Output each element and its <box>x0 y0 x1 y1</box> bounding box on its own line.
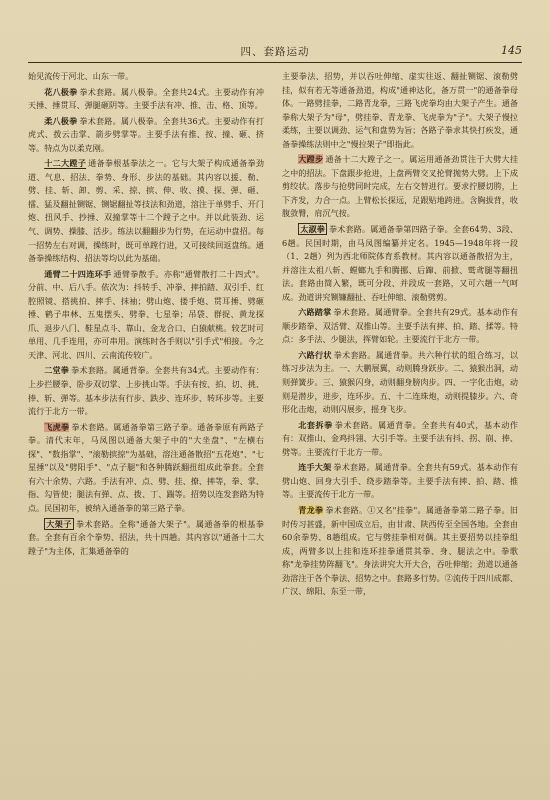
continued-text <box>282 70 518 151</box>
dictionary-entry <box>282 223 518 304</box>
page-number: 145 <box>501 44 522 57</box>
dictionary-entry <box>282 461 518 502</box>
text-columns <box>28 70 518 785</box>
entry-term: 大架子 <box>46 518 72 529</box>
entry-text: 拳术套路。属通背拳。共六种行状的组合练习，以练习步法为主。一、大鹏展翼，动则腾身跃步。二、猿猴出洞，动则弹簧步。三、猿猴闪身，动则翻身膀肉步。四、一字化击炮，动则是潜步，进步，连环步。五、十二连珠炮，动则提膝步。六、奇形化击炮，动则闪展步，摇身飞步。 <box>282 349 518 415</box>
dictionary-entry <box>28 157 264 265</box>
entry-term: 柔八极拳 <box>44 115 78 126</box>
right-column <box>282 70 518 785</box>
entry-term: 十二大蹚子 <box>44 158 87 169</box>
dictionary-entry <box>28 364 264 418</box>
dictionary-entry <box>282 306 518 347</box>
dictionary-entry <box>28 86 264 113</box>
entry-term: 青龙拳 <box>298 504 324 515</box>
entry-term: 太淑拳 <box>300 224 325 235</box>
entry-term: 六路行状 <box>298 349 332 360</box>
page-header <box>28 44 522 63</box>
entry-text: 拳术套路。属通背拳。全套共有34式。主要动作有：上步拦腰拳、卧步双切掌、上步挑山等。手法有按、拍、切、挑、捧、斩、弹等。基本步法有行步、跌步、连环步、转环步等。主要流行于北方一带。 <box>28 365 264 417</box>
dictionary-entry <box>28 518 264 559</box>
continued-text <box>28 70 264 84</box>
entry-text: 拳术套路。属通背拳。全套共有40式，基本动作有：双推山、金鸡抖翎、大引手等。主要手法有抖、拐、崩、捧、劈等。主要流行于北方一带。 <box>282 419 518 457</box>
dictionary-entry <box>282 504 518 599</box>
entry-term: 飞虎拳 <box>44 421 70 432</box>
running-title: 四、套路运动 <box>240 46 310 58</box>
entry-text: 拳术套路。属通备拳第四路子拳。全套64势、3段、6趟。民国时期，由马凤图编纂并定名。1945—1948年将一段（1、2趟）列为西北师院体育系教材。其内容以通备散招为主，并溶注太祖八斩、螳螂九手和腾挪、后蹿、前掀、鹫鸢腿等翻扭法。套路由简入繁，既可分段、并段成一套路，又可六趟一气呵成。劲道讲究铡镰翻扯、吞吐伸缩、滚勒劈剪。 <box>282 224 518 302</box>
dictionary-entry <box>282 419 518 460</box>
entry-term: 大蹚步 <box>298 154 324 165</box>
dictionary-entry <box>28 421 264 516</box>
entry-text: 拳术套路。属通背拳。全套共有59式。基本动作有劈山炮、回身大引手、绕步踏拳等。主要手法有摔、拍、踏、推等。主要流传于北方一带。 <box>282 462 518 500</box>
entry-term: 通臂二十四连环手 <box>44 268 112 279</box>
entry-text: 拳术套路。①又名"挂拳"。属通备拳第二路子拳。旧时传习甚盛，新中国成立后，由甘肃、陕西传至全国各地。全套由60余拳势、8趟组成。它与劈挂拳相对偶。其主要招势以挂拳组成，两臂多以上挂和连环挂拳通贯其拳、身、腿法之中。拳歌称"龙拳挂势阵翻飞"。身法讲究大开大合，吞吐伸缩；劲道以通备劲溶注于各个拳法、招势之中。套路多行势。②流传于四川成都、广汉、绵阳、东至一带， <box>282 504 518 597</box>
left-column <box>28 70 264 785</box>
entry-term: 花八极拳 <box>44 86 78 97</box>
dictionary-entry <box>28 268 264 363</box>
entry-term: 二堂拳 <box>44 365 70 376</box>
entry-term: 六路踏掌 <box>298 307 332 318</box>
entry-term: 连手大架 <box>298 462 332 473</box>
entry-text: 主要拳法、招势，并以吞吐伸缩、虚实往返、翻扯铡锯、滚勒劈挂，似有若无等通备劲道，构成"通神达化，备万贯一"的通备拳母体。一路劈挂拳，二路青龙拳，三路飞虎拳均由大架子产生。通备拳称大架子为"母"，劈挂拳、青龙拳、飞虎拳为"子"。大架子慢拉柔练，主要以调劲、运气和盘势为旨；各路子拳求其快打疾发，通备拳操练法则中之"慢拉架子"即指此。 <box>282 71 518 149</box>
entry-text: 通备十二大蹚子之一。属运用通备劲贯注于大劈大挂之中的招法。下盘跟步抢进，上盘两臂交叉抡臂抛势大劈。上下成剪绞状。落步与抢劈同时完成，左右交替进行。要求拧腰切胯，上下齐发，力合一点。上臂松长探远，足跟贴地跨进。含胸拔背，收腹敛臀，肩沉气按。 <box>282 154 518 219</box>
entry-text: 通臂拳散手。亦称"通臂散打二十四式"。分前、中、后八手。依次为：抖转手、冲拳、摔拍踏、双引手、红腔照镜、搭挑拍、摔手、抹袖；劈山炮、搂手炮、贯耳捶、劈砸捶、鹤子串林、五鬼摆头、劈拳、七星拳；吊袋、群捉、黄龙探爪、退步八门、鞋星点斗、靠山、金龙合口、白猿献桃。较艺时可单用、几手连用，亦可串用。演练时各手则以"引手式"相接。今之天津、河北、四川、云南流传较广。 <box>28 268 264 360</box>
entry-text: 拳术套路。属通臂拳。全套共有29式。基本动作有顺步踏拳、双活臂、双推山等。主要手法有摔、拍、踏、揉等。特点：多手法、少腿法，挥臂如轮。主要流行于北方一带。 <box>282 307 518 345</box>
dictionary-entry <box>28 115 264 156</box>
dictionary-entry <box>282 153 518 221</box>
entry-text: 拳术套路。属八极拳。全套共24式。主要动作有冲天捶、捶贯耳、弹腿砸阴等。主要手法有冲、推、击、格、顶等。 <box>28 86 264 111</box>
entry-text: 拳术套路。属通备拳第三路子拳。通备拳原有两路子拳。清代末年，马凤图以通备大架子中的"大坐盘"、"左横右探"、"数指掌"、"滚勒摈掠"为基础，溶注通备散招"五花炮"、"七星捶"以及"劈阳手"、"点子腿"和各种腾跃翻扭组成此拳套。全套有六十余势、六路。手法有冲、点、劈、挂、撩、摔等，拳、掌、指、勾皆使；腿法有弹、点、拨、丁、踹等。招势以连发套路为特点。民国初年，被纳入通备拳的第三路子拳。 <box>28 421 264 513</box>
entry-text: 拳术套路。属八极拳。全套共36式。主要动作有打虎式、拨云击掌、箭步劈掌等。主要手法有推、按、撞、砸、挤等。特点为以柔克刚。 <box>28 115 264 153</box>
entry-text: 拳术套路。全称"通备大架子"。属通备拳的根基拳套。全套有百余个拳势、招法，共十四趟。其内容以"通备十二大蹚子"为主体，汇集通备拳的 <box>28 518 264 556</box>
entry-text: 通备拳根基拳法之一。它与大架子构成通备拳劲道、气息、招法、拳势、身形、步法的基础。其内容以援、勒、劈、挂、斩、卸、剪、采、掠、摈、伸、收、摸、探、弹、砸、擂、猛及翻扯铡锯、铡锯翻扯等技法和劲道，溶注于单劈手、开门炮、扭风手、抄捶、双撞掌等十二个蹚子之中。并以此装劲、运气、调势、操膝、活步。练法以翻翻步为行势，在运动中盘招。每一招势左右对调，操练时，既可单蹚行进，又可接续回返盘练。通备拳操练结构、招法等均以此为基础。 <box>28 158 264 264</box>
dictionary-entry <box>282 349 518 417</box>
entry-term: 北套拆拳 <box>298 419 333 430</box>
entry-text: 始见流传于河北、山东一带。 <box>28 71 134 81</box>
